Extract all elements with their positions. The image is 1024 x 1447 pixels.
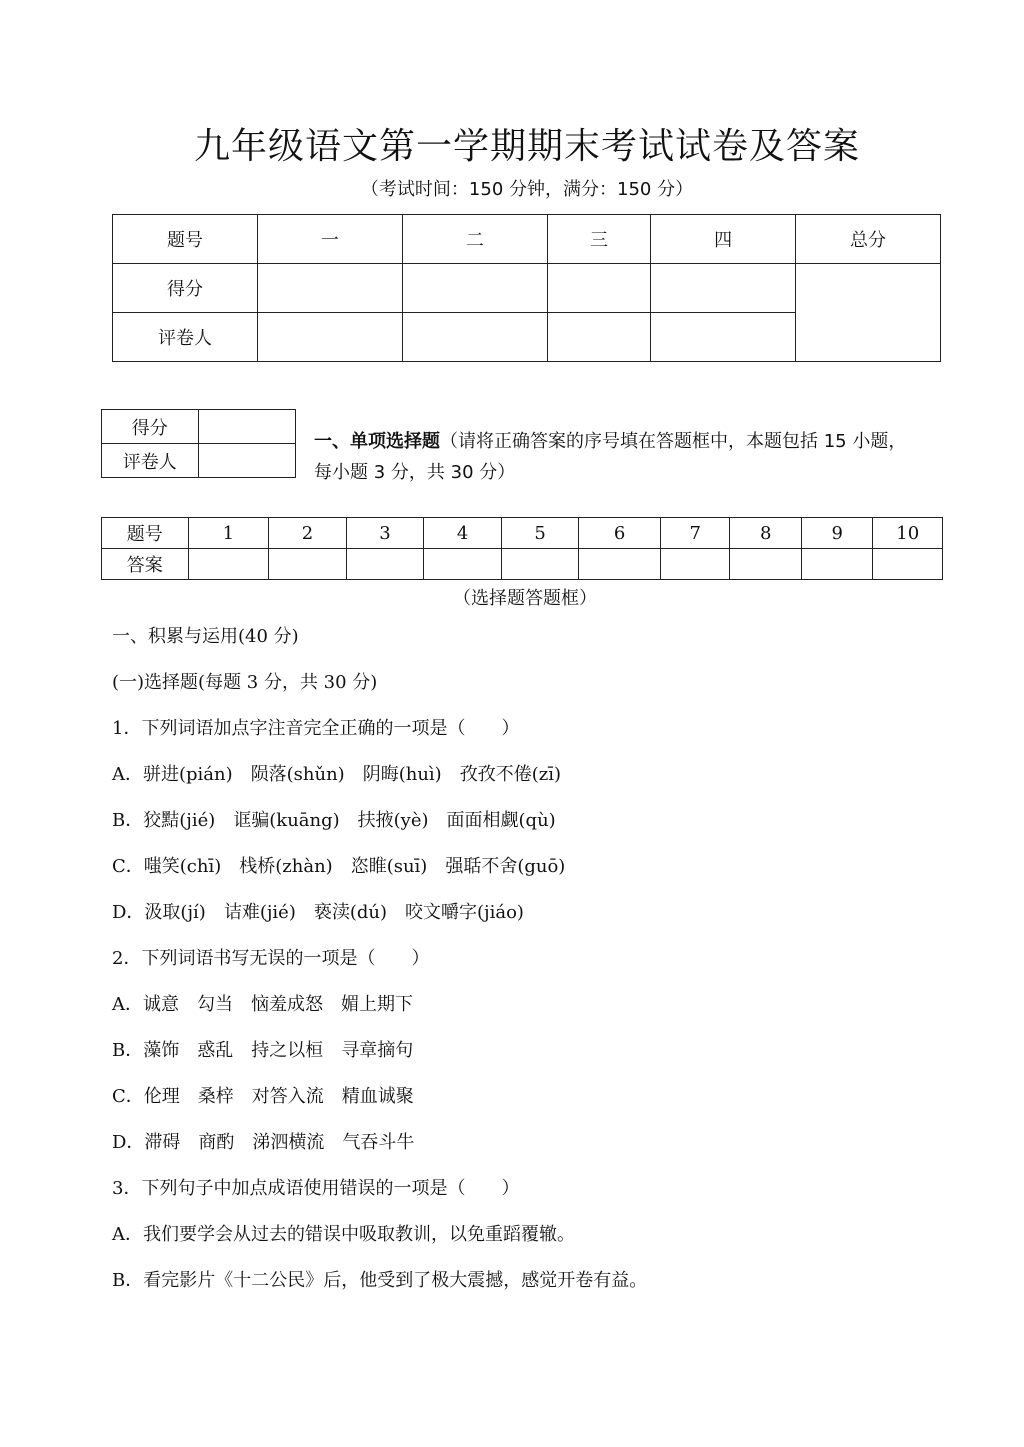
answer-cell[interactable] (660, 549, 729, 580)
subsection-heading-choice: (一)选择题(每题 3 分，共 30 分) (112, 672, 378, 693)
grader-cell[interactable] (547, 313, 650, 362)
section-one-heading (314, 426, 924, 488)
answer-grid-number-row (102, 518, 943, 549)
grader-box-cell[interactable] (198, 444, 295, 478)
answer-grid-header-label: 题号 (102, 518, 189, 549)
score-row (113, 264, 941, 313)
question-number-cell: 3 (346, 518, 424, 549)
answer-cell[interactable] (579, 549, 661, 580)
question-number-cell: 7 (660, 518, 729, 549)
question-number-cell: 2 (269, 518, 347, 549)
score-table-header-row (113, 215, 941, 264)
section-one-instruction: （请将正确答案的序号填在答题框中，本题包括 15 小题，每小题 3 分，共 30 分） (314, 431, 907, 483)
score-header-cell: 一 (257, 215, 402, 264)
question-2-option-a: A．诚意 勾当 恼羞成怒 媚上期下 (112, 994, 413, 1015)
answer-grid-caption: （选择题答题框） (453, 588, 597, 609)
question-1-option-a: A．骈进(pián) 陨落(shǔn) 阴晦(huì) 孜孜不倦(zī) (112, 764, 561, 785)
question-number-cell: 5 (501, 518, 579, 549)
document-subtitle: （考试时间：150 分钟，满分：150 分） (360, 179, 694, 200)
question-2-option-b: B．藻饰 惑乱 持之以桓 寻章摘句 (112, 1040, 414, 1061)
grader-row-label: 评卷人 (113, 313, 258, 362)
score-header-cell: 三 (547, 215, 650, 264)
question-number-cell: 1 (188, 518, 269, 549)
answer-cell[interactable] (873, 549, 943, 580)
question-1-option-d: D．汲取(jí) 诘难(jié) 亵渎(dú) 咬文嚼字(jiáo) (112, 902, 524, 923)
question-3-option-b: B．看完影片《十二公民》后，他受到了极大震撼，感觉开卷有益。 (112, 1270, 648, 1291)
question-number-cell: 4 (424, 518, 502, 549)
question-2-option-d: D．滞碍 商酌 涕泗横流 气吞斗牛 (112, 1132, 415, 1153)
score-cell[interactable] (651, 264, 796, 313)
answer-grid (101, 517, 943, 580)
grader-box-label: 得分 (102, 410, 199, 444)
score-cell[interactable] (547, 264, 650, 313)
score-cell[interactable] (402, 264, 547, 313)
grader-box-row (102, 410, 296, 444)
score-header-cell: 二 (402, 215, 547, 264)
answer-grid-answer-row (102, 549, 943, 580)
section-grader-box (101, 409, 296, 478)
question-1-option-c: C．嗤笑(chī) 栈桥(zhàn) 恣睢(suī) 强聒不舍(guō) (112, 856, 566, 877)
answer-cell[interactable] (269, 549, 347, 580)
answer-cell[interactable] (501, 549, 579, 580)
section-one-title: 一、单项选择题 (314, 431, 440, 452)
question-number-cell: 10 (873, 518, 943, 549)
section-heading-accumulation: 一、积累与运用(40 分) (112, 626, 299, 647)
question-number-cell: 9 (801, 518, 873, 549)
answer-cell[interactable] (801, 549, 873, 580)
score-header-cell: 总分 (796, 215, 941, 264)
answer-cell[interactable] (188, 549, 269, 580)
question-number-cell: 8 (730, 518, 802, 549)
answer-cell[interactable] (424, 549, 502, 580)
question-3: 3．下列句子中加点成语使用错误的一项是（ ） (112, 1178, 520, 1199)
question-2-option-c: C．伦理 桑梓 对答入流 精血诚聚 (112, 1086, 414, 1107)
score-cell[interactable] (257, 264, 402, 313)
grader-cell[interactable] (402, 313, 547, 362)
score-table (112, 214, 941, 362)
grader-cell[interactable] (651, 313, 796, 362)
document-title: 九年级语文第一学期期末考试试卷及答案 (193, 126, 860, 167)
grader-box-cell[interactable] (198, 410, 295, 444)
grader-box-label: 评卷人 (102, 444, 199, 478)
score-header-cell: 四 (651, 215, 796, 264)
grader-cell[interactable] (257, 313, 402, 362)
score-row-label: 得分 (113, 264, 258, 313)
answer-cell[interactable] (730, 549, 802, 580)
answer-cell[interactable] (346, 549, 424, 580)
question-1: 1．下列词语加点字注音完全正确的一项是（ ） (112, 718, 520, 739)
question-2: 2．下列词语书写无误的一项是（ ） (112, 948, 430, 969)
question-3-option-a: A．我们要学会从过去的错误中吸取教训，以免重蹈覆辙。 (112, 1224, 575, 1245)
answer-grid-answer-label: 答案 (102, 549, 189, 580)
question-number-cell: 6 (579, 518, 661, 549)
question-1-option-b: B．狡黠(jié) 诓骗(kuāng) 扶掖(yè) 面面相觑(qù) (112, 810, 556, 831)
total-score-cell[interactable] (796, 264, 941, 362)
score-header-cell: 题号 (113, 215, 258, 264)
grader-box-row (102, 444, 296, 478)
